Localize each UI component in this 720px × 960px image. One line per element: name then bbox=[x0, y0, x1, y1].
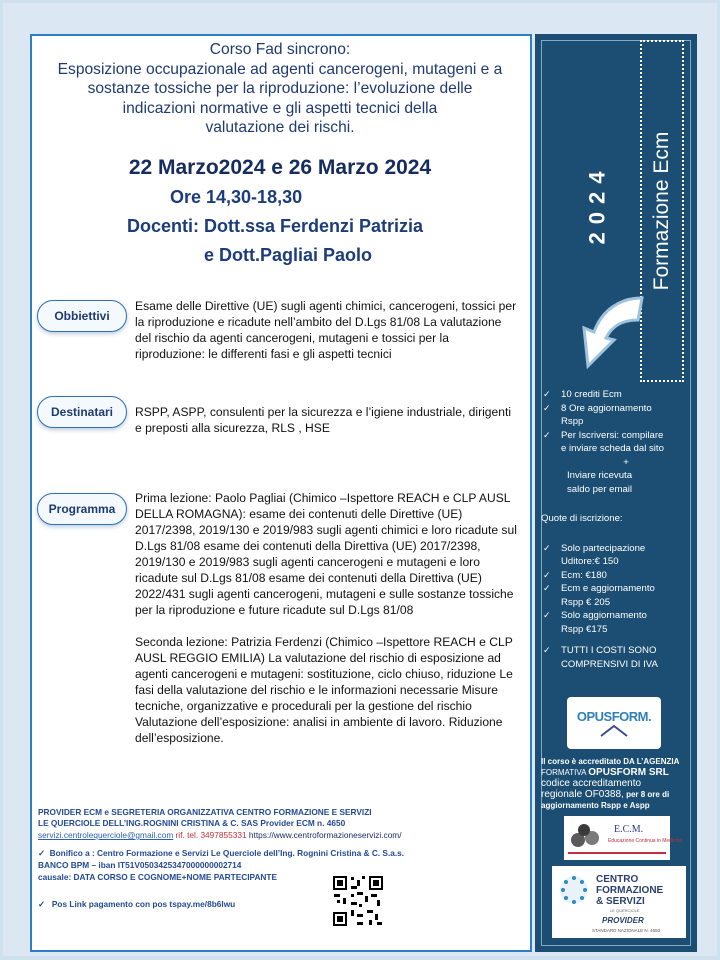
qr-code[interactable] bbox=[331, 874, 385, 928]
svg-text:& SERVIZI: & SERVIZI bbox=[596, 896, 645, 907]
formazione-ecm-title: Formazione Ecm bbox=[650, 131, 673, 291]
check-icon: ✓ bbox=[543, 542, 551, 553]
obiettivi-text bbox=[135, 298, 520, 362]
check-icon: ✓ bbox=[543, 583, 551, 593]
intro-line: Esposizione occupazionale ad agenti cancerogeni, mutageni e a bbox=[57, 60, 503, 78]
phone-ref: rif. tel. 3497855331 bbox=[175, 830, 247, 840]
vat-note: TUTTI I COSTI SONO bbox=[561, 645, 657, 656]
course-intro bbox=[30, 40, 530, 138]
website-link[interactable]: https://www.centroformazioneservizi.com/ bbox=[248, 830, 402, 840]
course-hours: Ore 14,30-18,30 bbox=[170, 187, 303, 207]
svg-text:STANDARD NAZIONALE N. 4650: STANDARD NAZIONALE N. 4650 bbox=[592, 928, 661, 933]
side-info-list bbox=[541, 388, 691, 671]
course-dates: 22 Marzo2024 e 26 Marzo 2024 bbox=[128, 156, 432, 179]
check-icon: ✓ bbox=[38, 848, 45, 858]
price-ecm-rspp: Ecm e aggiornamento bbox=[561, 583, 655, 594]
svg-text:CENTRO: CENTRO bbox=[596, 874, 639, 885]
year-vertical: 2024 bbox=[583, 163, 609, 245]
intro-line: sostanze tossiche per la riproduzione: l’evoluzione delle bbox=[87, 80, 473, 97]
email-link[interactable]: servizi.centrolequerciole@gmail.com bbox=[38, 830, 174, 840]
check-icon: ✓ bbox=[38, 899, 45, 909]
teachers-line-1: Docenti: Dott.ssa Ferdenzi Patrizia bbox=[127, 216, 424, 236]
enroll-item: Per Iscriversi: compilare bbox=[561, 429, 664, 441]
destinatari-paragraph: RSPP, ASPP, consulenti per la sicurezza e l’igiene industriale, dirigenti e preposti alla sicurezza, RLS , HSE bbox=[135, 405, 512, 435]
svg-text:FORMAZIONE: FORMAZIONE bbox=[596, 885, 664, 896]
intro-line: indicazioni normative e gli aspetti tecnici della bbox=[122, 99, 438, 117]
vat-note-cont: COMPRENSIVI DI IVA bbox=[561, 658, 658, 670]
price-rspp-cont: Rspp €175 bbox=[561, 623, 608, 635]
price-uditore-cont: Uditore:€ 150 bbox=[561, 556, 619, 567]
credits-item: 10 crediti Ecm bbox=[561, 389, 622, 400]
price-ecm: Ecm: €180 bbox=[561, 569, 607, 581]
section-badge-programma: Programma bbox=[37, 493, 127, 525]
check-icon: ✓ bbox=[543, 645, 551, 655]
svg-text:LE QUERCIOLE: LE QUERCIOLE bbox=[610, 908, 640, 913]
accreditation-note: Il corso è accreditato DA L’AGENZIA FORMATIVA OPUSFORM SRL codice accreditamento regionale OF0388, per 8 ore di aggiornamento Rspp e Aspp bbox=[541, 757, 680, 810]
footer-pos bbox=[38, 899, 235, 910]
svg-text:PROVIDER: PROVIDER bbox=[602, 916, 644, 925]
receipt-line-cont: saldo per email bbox=[567, 483, 633, 495]
pos-link[interactable]: Pos Link pagamento con pos tspay.me/8b6lwu bbox=[51, 899, 236, 909]
check-icon: ✓ bbox=[543, 389, 551, 399]
section-badge-obiettivi: Obbiettivi bbox=[37, 300, 127, 332]
section-badge-destinatari: Destinatari bbox=[37, 396, 127, 428]
plus-sign: + bbox=[623, 456, 629, 468]
enroll-item-cont: e inviare scheda dal sito bbox=[561, 443, 664, 454]
svg-text:Educazione Continua in Medicin: Educazione Continua in Medicina bbox=[608, 838, 683, 844]
check-icon: ✓ bbox=[543, 569, 551, 580]
price-uditore: Solo partecipazione bbox=[561, 542, 646, 554]
bonifico-text: Bonifico a : Centro Formazione e Servizi Le Querciole dell’Ing. Rognini Cristina & C. S.a.s. bbox=[49, 848, 405, 858]
intro-line: valutazione dei rischi. bbox=[205, 119, 355, 136]
destinatari-text bbox=[135, 404, 520, 436]
check-icon: ✓ bbox=[543, 610, 551, 620]
programma-lesson-1: Prima lezione: Paolo Pagliai (Chimico –Ispettore REACH e CLP AUSL DELLA ROMAGNA): esame dei contenuti delle Direttive (UE) 2017/2398, 2019/130 e 2019/983 sugli agenti chimici e loro ricadute sul D.Lgs 81/08 esame dei contenuti della Direttiva (UE) 2017/2398, 2019/130 e 2019/983 sugli agenti cancerogeni e mutageni e loro ricadute sul D.Lgs 81/08 esame dei contenuti della Direttiva (UE) 2022/431 sugli agenti cancerogeni, mutageni e sulle sostanze tossiche per la riproduzione e future ricadute sul D.Lgs 81/08 bbox=[135, 491, 517, 617]
intro-line: Corso Fad sincrono: bbox=[209, 41, 351, 58]
programma-lesson-2: Seconda lezione: Patrizia Ferdenzi (Chimico –Ispettore REACH e CLP AUSL REGGIO EMILIA) La valutazione del rischio di esposizione ad agenti cancerogeni e mutageni: sostituzione, ciclo chiuso, riduzione Le fasi della valutazione del rischio e le informazioni necessarie Misure tecniche, organizzative e procedurali per la gestione del rischio Valutazione dell’esposizione: analisi in ambiente di lavoro. Riduzione dell’esposizione. bbox=[135, 635, 513, 745]
price-rspp: Solo aggiornamento bbox=[561, 610, 647, 621]
svg-text:E.C.M.: E.C.M. bbox=[614, 824, 644, 835]
receipt-line: Inviare ricevuta bbox=[567, 470, 633, 481]
hours-item: 8 Ore aggiornamento bbox=[561, 402, 652, 414]
teachers-line-2: e Dott.Pagliai Paolo bbox=[204, 245, 373, 265]
footer-bonifico bbox=[38, 848, 404, 859]
check-icon: ✓ bbox=[543, 402, 551, 413]
footer-contacts bbox=[38, 830, 402, 841]
footer-bank: BANCO BPM – iban IT51V0503425347000000002714 bbox=[38, 860, 242, 870]
ecm-logo bbox=[564, 816, 683, 860]
curved-arrow-icon bbox=[564, 276, 650, 384]
opusform-logo: OPUSFORM. bbox=[567, 697, 661, 749]
footer-provider-line-2: LE QUERCIOLE DELL’ING.ROGNINI CRISTINA & C. SAS Provider ECM n. 4650 bbox=[38, 818, 346, 828]
hours-item-cont: Rspp bbox=[561, 416, 584, 427]
footer-causale: causale: DATA CORSO E COGNOME+NOME PARTECIPANTE bbox=[38, 872, 278, 882]
obiettivi-paragraph: Esame delle Direttive (UE) sugli agenti chimici, cancerogeni, tossici per la riproduzione e ricadute nell’ambito del D.Lgs 81/08 La valutazione del rischio da agenti cancerogeni, mutageni e tossici per la riproduzione: le differenti fasi e gli aspetti tecnici bbox=[135, 299, 517, 361]
price-ecm-rspp-cont: Rspp € 205 bbox=[561, 596, 611, 608]
check-icon: ✓ bbox=[543, 429, 551, 440]
centro-formazione-logo bbox=[552, 866, 686, 938]
quote-heading: Quote di iscrizione: bbox=[541, 513, 623, 524]
programma-text bbox=[135, 490, 525, 746]
footer-provider-line-1: PROVIDER ECM e SEGRETERIA ORGANIZZATIVA CENTRO FORMAZIONE E SERVIZI bbox=[38, 807, 372, 817]
